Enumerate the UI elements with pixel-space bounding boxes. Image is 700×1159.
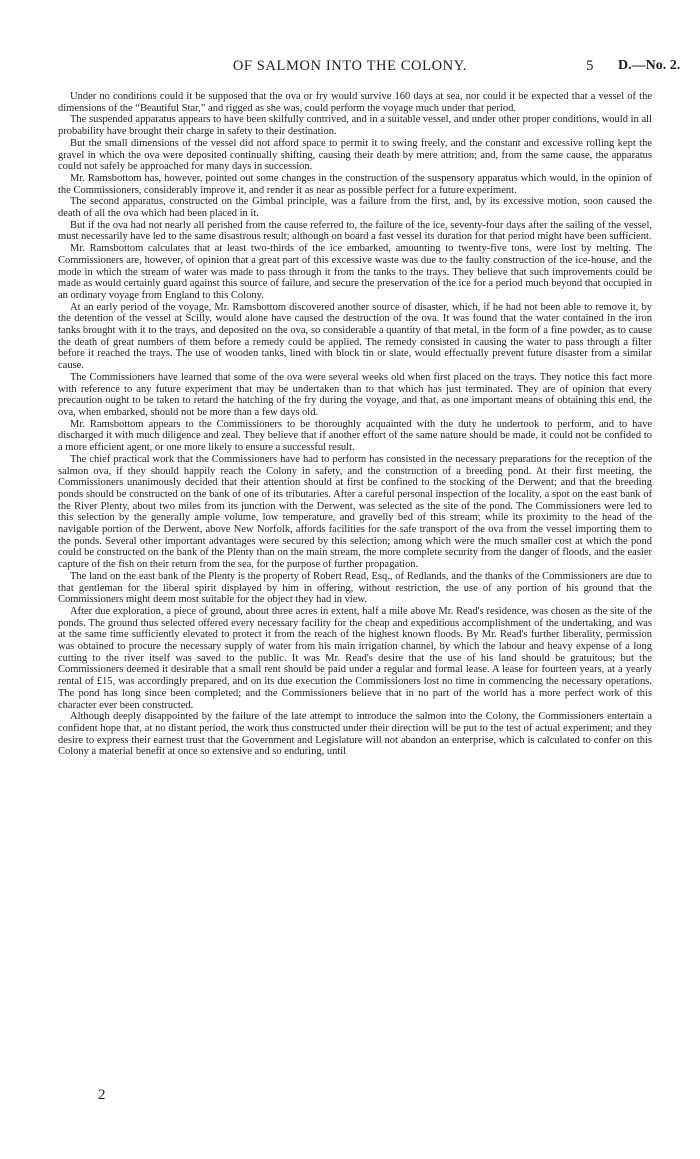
page-number: 5 xyxy=(586,58,594,74)
paragraph: The land on the east bank of the Plenty is the property of Robert Read, Esq., of Redlands, and the thanks of the Commissioners are due to that gentleman for the liberal spirit displayed by him in offering, without restriction, the use of any portion of his ground that the Commissioners might deem most suitable for the object they had in view. xyxy=(58,570,652,606)
paragraph: Mr. Ramsbottom has, however, pointed out some changes in the construction of the suspensory apparatus which would, in the opinion of the Commissioners, considerably improve it, and render it as near as possible perfect for a future experiment. xyxy=(58,172,652,196)
paragraph: But if the ova had not nearly all perished from the cause referred to, the failure of the ice, seventy-four days after the sailing of the vessel, must necessarily have led to the same disastrous result; although on board a fast vessel its duration for that period might have been sufficient. xyxy=(58,219,652,243)
paragraph: The second apparatus, constructed on the Gimbal principle, was a failure from the first, and, by its excessive motion, soon caused the death of all the ova which had been placed in it. xyxy=(58,196,652,220)
paragraph: At an early period of the voyage, Mr. Ramsbottom discovered another source of disaster, which, if he had not been able to remove it, by the detention of the vessel at Scilly, would alone have caused the destruction of the ova. It was found that the water contained in the iron tanks brought with it to the trays, and deposited on the ova, so considerable a quantity of that metal, in the form of a fine powder, as to cause the death of great numbers of them before a remedy could be applied. The remedy consisted in causing the water to pass through a filter before it reached the trays. The use of wooden tanks, lined with block tin or slate, would effectually prevent future disaster from a similar cause. xyxy=(58,301,652,372)
paragraph: The chief practical work that the Commissioners have had to perform has consisted in the necessary preparations for the reception of the salmon ova, if they should happily reach the Colony in safety, and the construction of a breeding pond. At their first meeting, the Commissioners unanimously decided that their attention should at first be confined to the stocking of the Derwent; and that the breeding ponds should be constructed on the bank of one of its tributaries. After a careful personal inspection of the locality, a spot on the east bank of the River Plenty, about two miles from its junction with the Derwent, was selected as the site of the pond. The Commissioners were led to this selection by the generally ample volume, low temperature, and gravelly bed of this stream; while its proximity to the head of the navigable portion of the Derwent, above New Norfolk, affords facilities for the safe transport of the ova from the vessel importing them to the ponds. Several other important advantages were secured by this selection; among which were the much smaller cost at which the pond could be constructed on the bank of the Plenty than on the main stream, the more complete security from the danger of floods, and the easier capture of the fish on their return from the sea, for the purpose of further propagation. xyxy=(58,453,652,571)
paragraph: But the small dimensions of the vessel did not afford space to permit it to swing freely, and the constant and excessive rolling kept the gravel in which the ova were deposited continually shifting, causing their death by mere attrition; and, from the same cause, the apparatus could not safely be approached for many days in succession. xyxy=(58,137,652,173)
paragraph: After due exploration, a piece of ground, about three acres in extent, half a mile above Mr. Read's residence, was chosen as the site of the ponds. The ground thus selected offered every necessary facility for the cheap and expeditious accomplishment of the undertaking, and was at the same time sufficiently elevated to protect it from the reach of the highest known floods. By Mr. Read's further liberality, permission was obtained to procure the necessary supply of water from his main irrigation channel, by which the labour and heavy expense of a long cutting to the river itself was saved to the public. It was Mr. Read's desire that the use of his land should be gratuitous; but the Commissioners deemed it desirable that a small rent should be paid under a regular and formal lease. A lease for fourteen years, at a yearly rental of £15, was accordingly prepared, and on its due execution the Commissioners lost no time in commencing the necessary operations. The pond has long since been completed; and the Commissioners believe that in no part of the world has a more perfect work of this character ever been constructed. xyxy=(58,605,652,711)
report-body xyxy=(58,91,652,758)
running-title: OF SALMON INTO THE COLONY. xyxy=(232,58,468,74)
page-header xyxy=(0,58,700,80)
paragraph: Under no conditions could it be supposed that the ova or fry would survive 160 days at sea, nor could it be expected that a vessel of the dimensions of the “Beautiful Star,” and rigged as she was, could perform the voyage much under that period. xyxy=(58,91,652,114)
paragraph: Mr. Ramsbottom appears to the Commissioners to be thoroughly acquainted with the duty he undertook to perform, and to have discharged it with much diligence and zeal. They believe that if another effort of the same nature should be made, it could not be confided to a more efficient agent, or one more likely to ensure a successful result. xyxy=(58,418,652,454)
paragraph: The suspended apparatus appears to have been skilfully contrived, and in a suitable vessel, and under other proper conditions, would in all probability have brought their charge in safety to their destination. xyxy=(58,114,652,138)
paragraph: Although deeply disappointed by the failure of the late attempt to introduce the salmon into the Colony, the Commissioners entertain a confident hope that, at no distant period, the work thus constructed under their direction will be put to the test of actual experiment; and they desire to express their earnest trust that the Government and Legislature will not abandon an enterprise, which is calculated to confer on this Colony a material benefit at once so extensive and so enduring, until xyxy=(58,711,652,758)
document-reference: D.—No. 2. xyxy=(618,58,681,73)
signature-mark: 2 xyxy=(98,1087,106,1103)
paragraph: Mr. Ramsbottom calculates that at least two-thirds of the ice embarked, amounting to twenty-five tons, were lost by melting. The Commissioners are, however, of opinion that a great part of this excessive waste was due to the faulty construction of the ice-house, and the mode in which the stream of water was made to pass through it from the tanks to the trays. They believe that such improvements could be made as would certainly guard against this source of failure, and secure the preservation of the ice for a period much beyond that occupied in an ordinary voyage from England to this Colony. xyxy=(58,243,652,301)
paragraph: The Commissioners have learned that some of the ova were several weeks old when first placed on the trays. They notice this fact more with reference to any future experiment that may be undertaken than to that which has just terminated. They are of opinion that every precaution ought to be taken to retard the hatching of the fry during the voyage, and that, as one important means of obtaining this end, the ova, when embarked, should not be more than a few days old. xyxy=(58,371,652,418)
